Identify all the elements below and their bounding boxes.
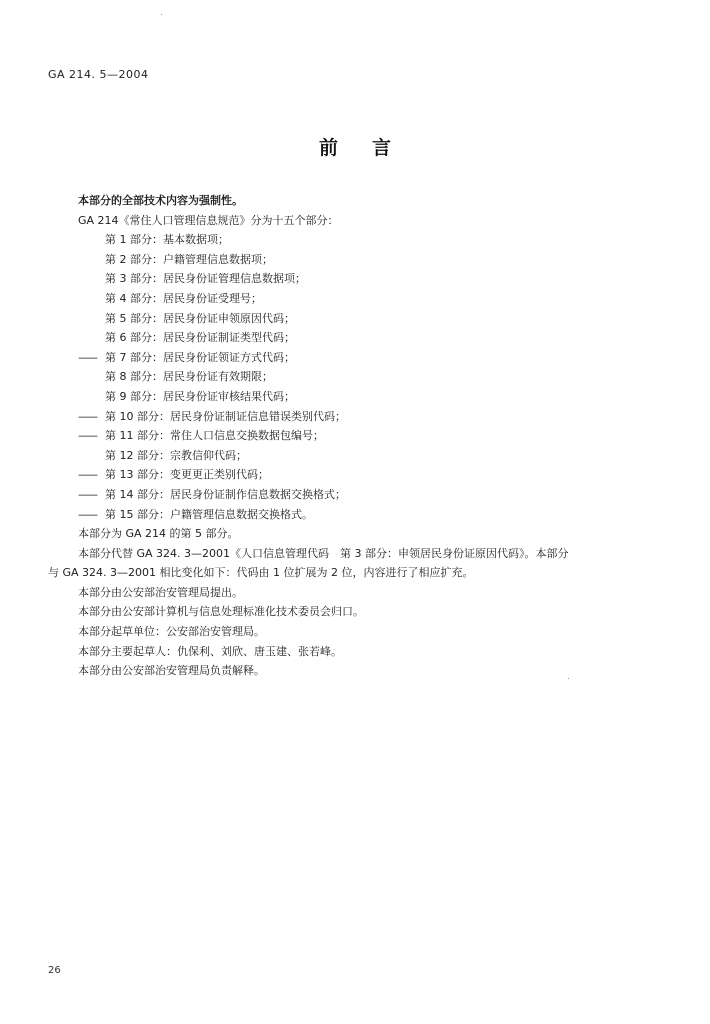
part-label: 第 11 部分：常住人口信息交换数据包编号； [105, 429, 324, 443]
paragraph-this-part: 本部分为 GA 214 的第 5 部分。 [78, 527, 239, 541]
part-label: 第 8 部分：居民身份证有效期限； [105, 370, 273, 384]
part-label: 第 10 部分：居民身份证制证信息错误类别代码； [105, 409, 346, 423]
part-label: 第 12 部分：宗教信仰代码； [105, 448, 247, 462]
part-label: 第 14 部分：居民身份证制作信息数据交换格式； [105, 487, 346, 501]
part-label: 第 4 部分：居民身份证受理号； [105, 291, 262, 305]
page-title: 前言 [318, 137, 425, 159]
part-list-item [48, 250, 648, 270]
part-list-item [48, 328, 648, 348]
list-dash: —— [78, 350, 96, 364]
part-label: 第 2 部分：户籍管理信息数据项； [105, 252, 273, 266]
paragraph-drafting-unit: 本部分起草单位：公安部治安管理局。 [78, 625, 265, 639]
paragraph-replaces-line-1: 本部分代替 GA 324. 3—2001《人口信息管理代码 第 3 部分：申领居民身份证原因代码》。本部分 [78, 546, 569, 560]
part-label: 第 15 部分：户籍管理信息数据交换格式。 [105, 507, 313, 521]
paragraph-replaces-line-2: 与 GA 324. 3—2001 相比变化如下：代码由 1 位扩展为 2 位，内容进行了相应扩充。 [48, 566, 474, 580]
part-label: 第 7 部分：居民身份证领证方式代码； [105, 350, 295, 364]
part-label: 第 6 部分：居民身份证制证类型代码； [105, 331, 295, 345]
list-dash: —— [78, 429, 96, 443]
part-list-item [48, 505, 648, 525]
paragraph-centralized-by: 本部分由公安部计算机与信息处理标准化技术委员会归口。 [78, 605, 364, 619]
paragraph-parts-intro: GA 214《常住人口管理信息规范》分为十五个部分： [78, 213, 339, 227]
part-label: 第 3 部分：居民身份证管理信息数据项； [105, 272, 306, 286]
part-list-item [48, 387, 648, 407]
part-label: 第 13 部分：变更更正类别代码； [105, 468, 269, 482]
part-list-item [48, 446, 648, 466]
part-label: 第 1 部分：基本数据项； [105, 233, 229, 247]
part-list-item [48, 407, 648, 427]
paragraph-drafters: 本部分主要起草人：仇保利、刘欣、唐玉建、张若峰。 [78, 644, 342, 658]
page-number: 26 [48, 965, 61, 976]
part-list-item [48, 348, 648, 368]
part-list-item [48, 269, 648, 289]
paragraph-mandatory: 本部分的全部技术内容为强制性。 [78, 194, 243, 207]
list-dash: —— [78, 507, 96, 521]
part-label: 第 9 部分：居民身份证审核结果代码； [105, 389, 295, 403]
list-dash: —— [78, 487, 96, 501]
part-list-item [48, 367, 648, 387]
paragraph-interpreted-by: 本部分由公安部治安管理局负责解释。 [78, 664, 265, 678]
part-list-item [48, 289, 648, 309]
standard-code-header: GA 214. 5—2004 [48, 68, 149, 81]
scan-speck [161, 14, 162, 15]
part-list-item [48, 230, 648, 250]
list-dash: —— [78, 409, 96, 423]
part-list-item [48, 485, 648, 505]
part-label: 第 5 部分：居民身份证申领原因代码； [105, 311, 295, 325]
paragraph-proposed-by: 本部分由公安部治安管理局提出。 [78, 585, 243, 599]
part-list-item [48, 426, 648, 446]
parts-list [48, 230, 648, 524]
part-list-item [48, 309, 648, 329]
foreword-body [48, 191, 648, 681]
scan-speck [568, 678, 569, 679]
list-dash: —— [78, 468, 96, 482]
part-list-item [48, 465, 648, 485]
